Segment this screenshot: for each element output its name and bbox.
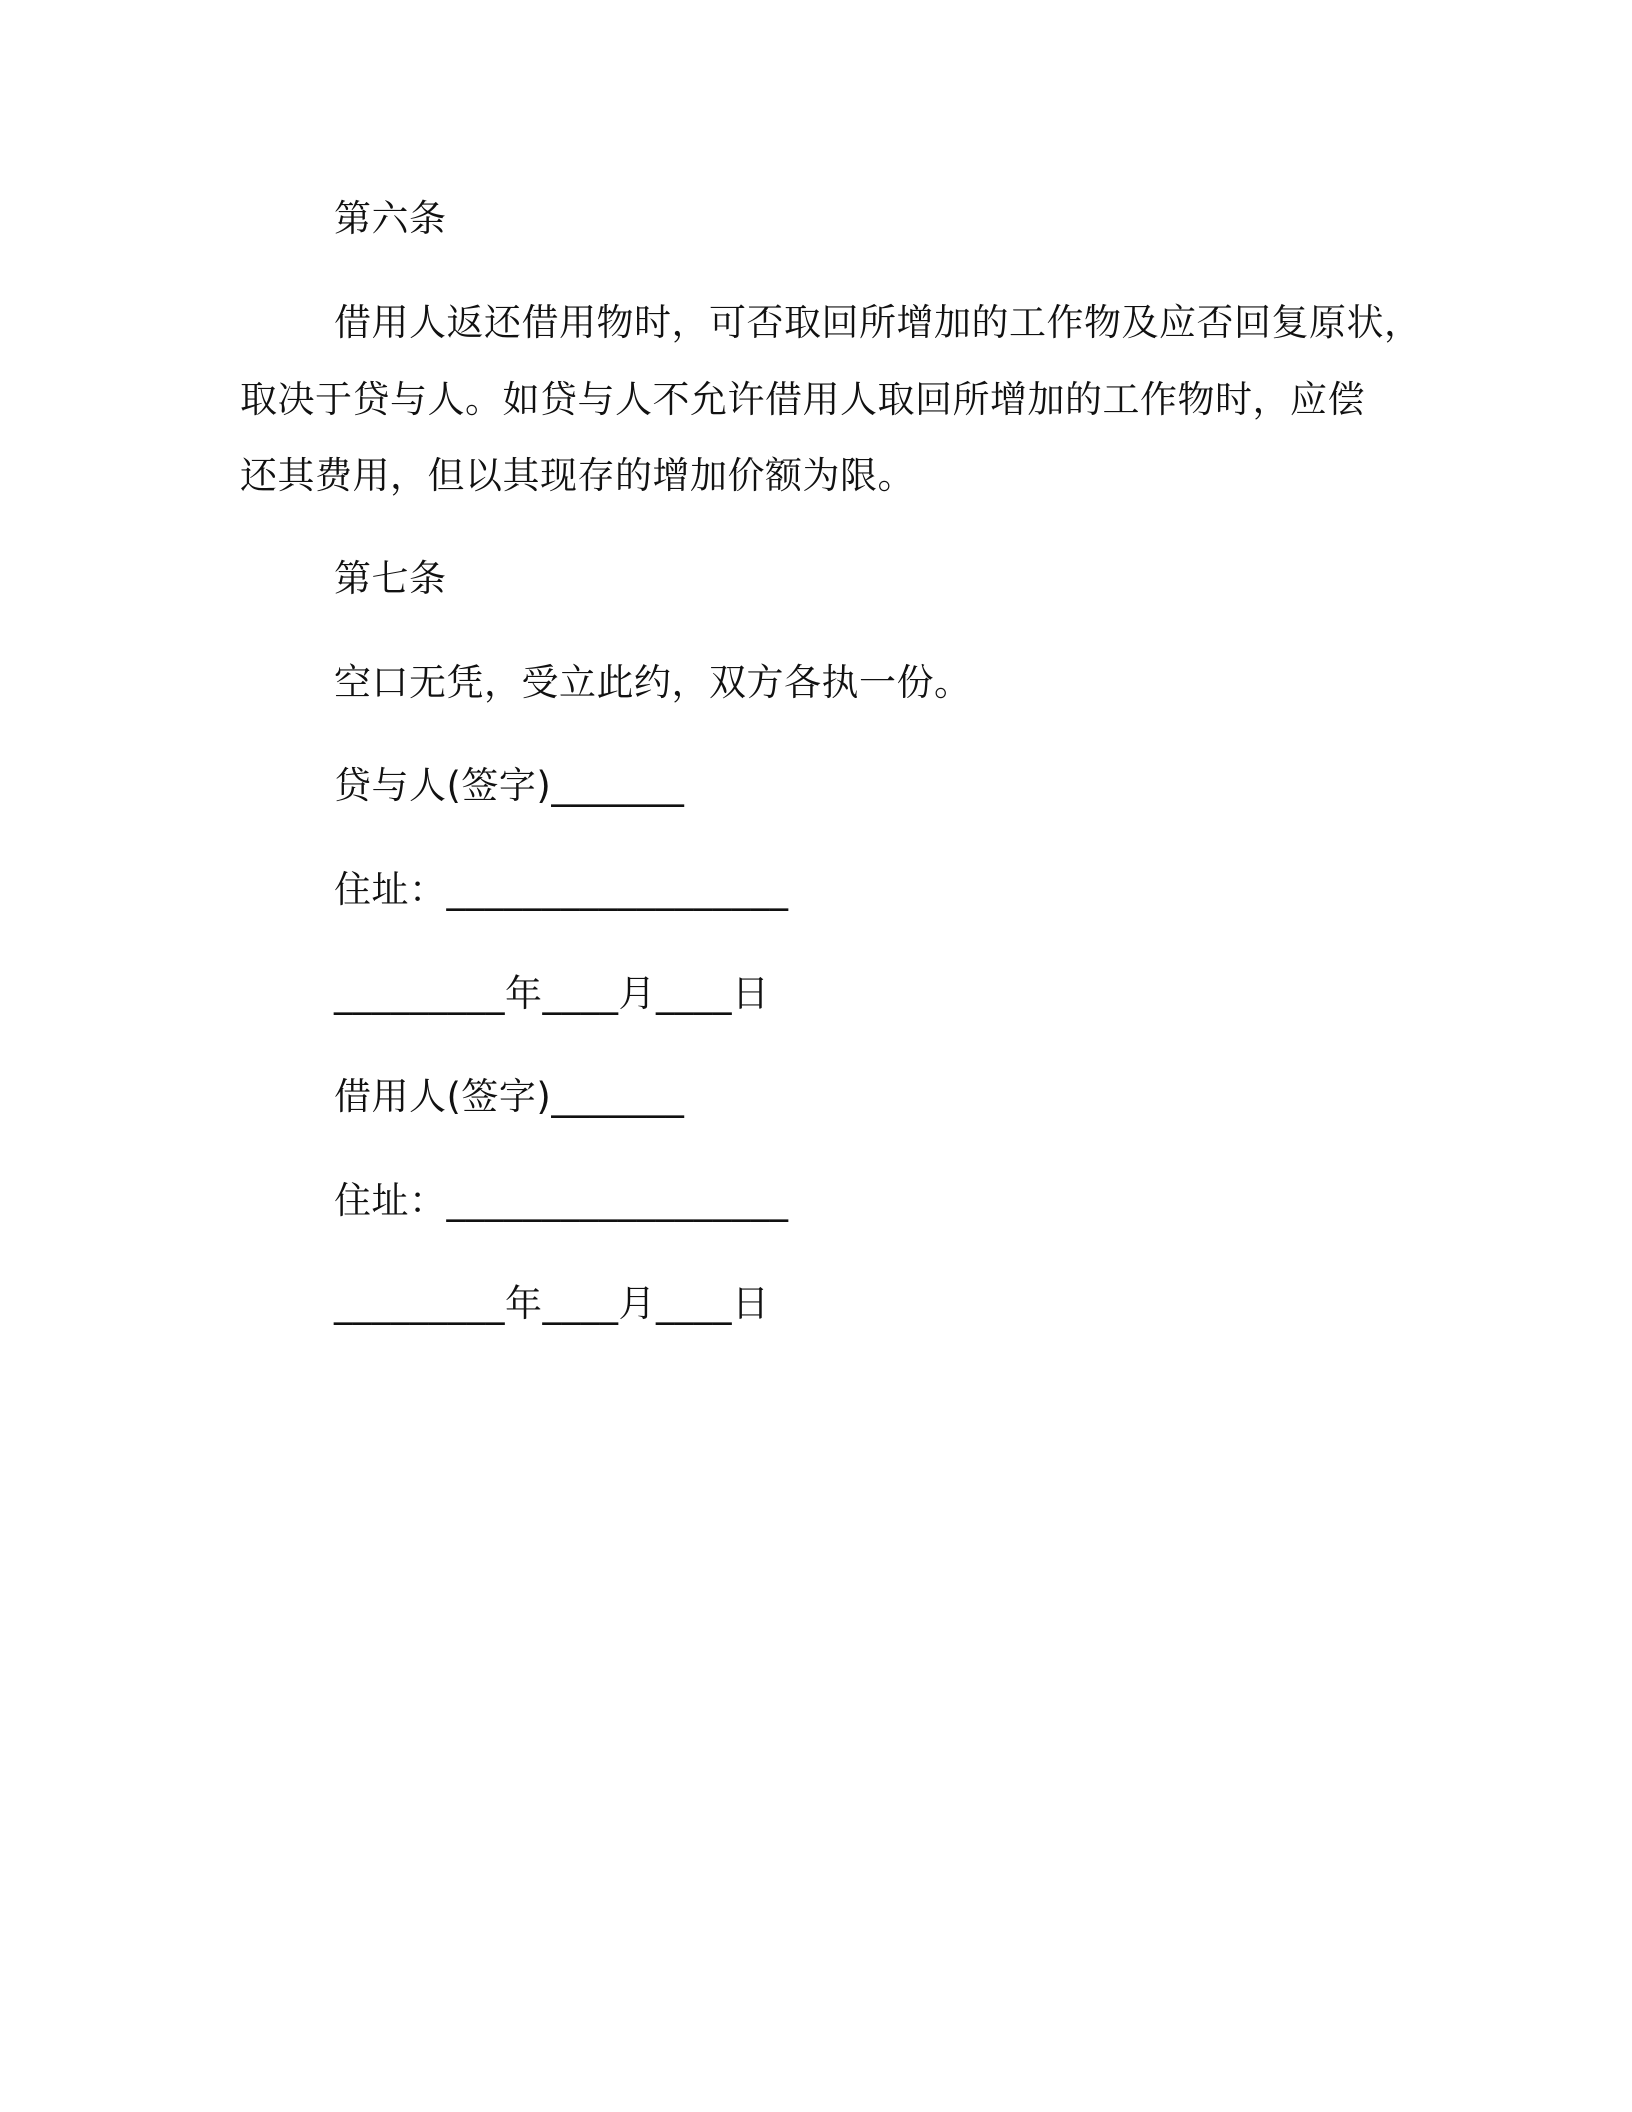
lender-date-line: _________年____月____日 (334, 972, 770, 1015)
article-6-line-2: 取决于贷与人。如贷与人不允许借用人取回所增加的工作物时，应偿 (240, 378, 1365, 421)
borrower-address-line: 住址：__________________ (334, 1179, 789, 1222)
article-6-heading: 第六条 (334, 197, 447, 240)
article-6-line-1: 借用人返还借用物时，可否取回所增加的工作物及应否回复原状， (334, 301, 1422, 344)
lender-signature-line: 贷与人(签字)_______ (334, 764, 685, 807)
borrower-signature-line: 借用人(签字)_______ (334, 1075, 685, 1118)
borrower-date-line: _________年____月____日 (334, 1282, 770, 1325)
lender-address-line: 住址：__________________ (334, 868, 789, 911)
article-6-line-3: 还其费用，但以其现存的增加价额为限。 (240, 454, 915, 497)
article-7-heading: 第七条 (334, 557, 447, 600)
article-7-text: 空口无凭，受立此约，双方各执一份。 (334, 661, 972, 704)
